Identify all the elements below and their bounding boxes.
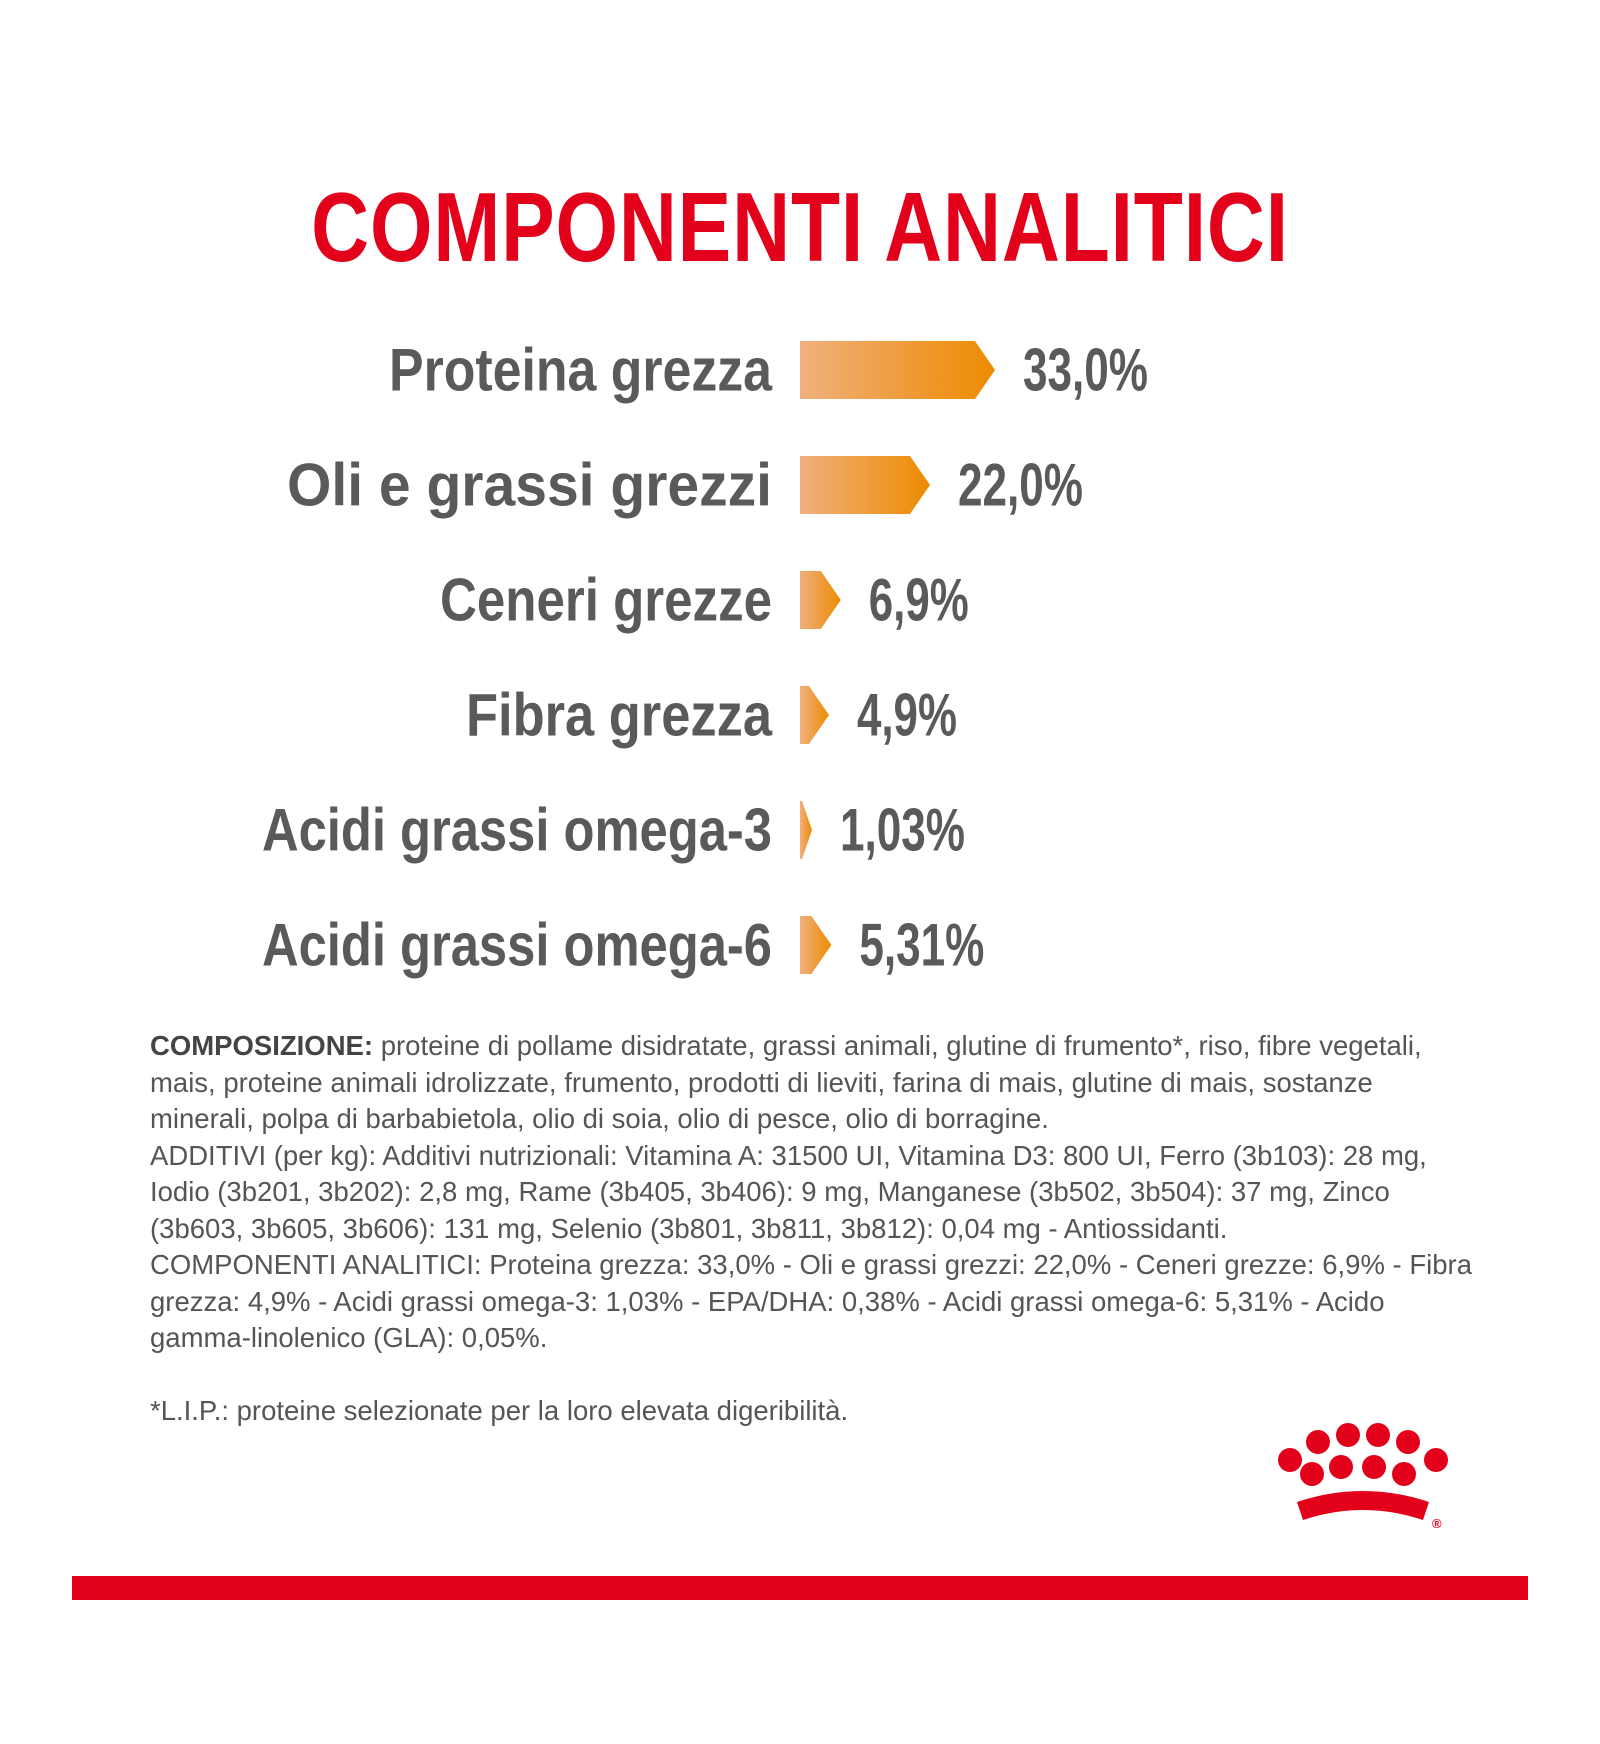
chart-category-label: Ceneri grezze bbox=[440, 566, 772, 634]
composition-heading: COMPOSIZIONE: bbox=[150, 1030, 374, 1061]
chart-value-label: 4,9% bbox=[856, 681, 957, 749]
composition-footnote: *L.I.P.: proteine selezionate per la loro elevata digeribilità. bbox=[150, 1394, 849, 1426]
chart-bar bbox=[800, 686, 829, 744]
chart-value-label: 22,0% bbox=[958, 451, 1083, 519]
composition-block bbox=[150, 1028, 1480, 1429]
page-title: COMPONENTI ANALITICI bbox=[311, 172, 1289, 282]
crown-dots bbox=[1278, 1423, 1448, 1486]
composition-ingredients-paragraph bbox=[150, 1028, 1480, 1138]
composition-ingredients: proteine di pollame disidratate, grassi animali, glutine di frumento*, riso, fibre vegetali, mais, proteine animali idrolizzate, frumento, prodotti di lieviti, farina di mais, glutine di mais, sostanze minerali, polpa di barbabietola, olio di soia, olio di pesce, olio di borragine. bbox=[150, 1030, 1422, 1134]
crown-band bbox=[1297, 1491, 1429, 1520]
chart-category-label: Acidi grassi omega-6 bbox=[262, 911, 772, 979]
chart-bar bbox=[800, 456, 930, 514]
crown-icon bbox=[1265, 1420, 1465, 1540]
bottom-bar bbox=[72, 1576, 1528, 1600]
chart-value-label: 5,31% bbox=[859, 911, 985, 979]
chart-bar bbox=[800, 801, 812, 859]
chart-category-label: Proteina grezza bbox=[389, 336, 773, 404]
chart-value-label: 6,9% bbox=[868, 566, 969, 634]
chart-bar bbox=[800, 916, 831, 974]
registered-mark: ® bbox=[1432, 1516, 1442, 1531]
chart-category-label: Oli e grassi grezzi bbox=[287, 451, 772, 519]
chart-value-label: 1,03% bbox=[840, 796, 965, 864]
chart-value-label: 33,0% bbox=[1023, 336, 1148, 404]
chart-category-label: Acidi grassi omega-3 bbox=[262, 796, 772, 864]
chart-bar bbox=[800, 571, 841, 629]
analytical-chart bbox=[0, 320, 1600, 1000]
composition-analytical: COMPONENTI ANALITICI: Proteina grezza: 33,0% - Oli e grassi grezzi: 22,0% - Ceneri grezze: 6,9% - Fibra grezza: 4,9% - Acidi grassi omega-3: 1,03% - EPA/DHA: 0,38% - Acidi grassi omega-6: 5,31% - Acido gamma-linolenico (GLA): 0,05%. bbox=[150, 1249, 1472, 1353]
chart-category-label: Fibra grezza bbox=[466, 681, 773, 749]
composition-additives: ADDITIVI (per kg): Additivi nutrizionali: Vitamina A: 31500 UI, Vitamina D3: 800 UI, Ferro (3b103): 28 mg, Iodio (3b201, 3b202): 2,8 mg, Rame (3b405, 3b406): 9 mg, Manganese (3b502, 3b504): 37 mg, Zinco (3b603, 3b605, 3b606): 131 mg, Selenio (3b801, 3b811, 3b812): 0,04 mg - Antiossidanti. bbox=[150, 1139, 1427, 1244]
chart-bar bbox=[800, 341, 995, 399]
